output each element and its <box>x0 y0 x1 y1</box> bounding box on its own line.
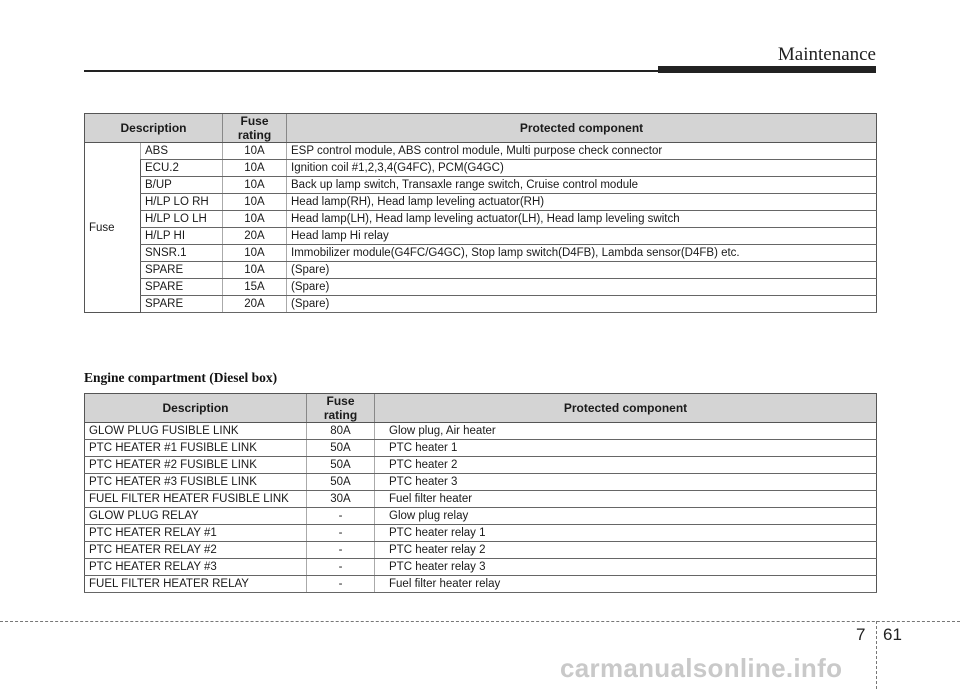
column-header-protected-component: Protected component <box>375 394 877 423</box>
fuse-name: SPARE <box>141 279 223 296</box>
fuse-rating: 30A <box>307 491 375 508</box>
fuse-name: B/UP <box>141 177 223 194</box>
protected-component: Head lamp Hi relay <box>287 228 877 245</box>
fuse-rating: 10A <box>223 160 287 177</box>
fuse-description: FUEL FILTER HEATER FUSIBLE LINK <box>85 491 307 508</box>
protected-component: PTC heater relay 1 <box>375 525 877 542</box>
fuse-description: GLOW PLUG RELAY <box>85 508 307 525</box>
fuse-description: PTC HEATER RELAY #3 <box>85 559 307 576</box>
protected-component: (Spare) <box>287 262 877 279</box>
fuse-rating: 10A <box>223 177 287 194</box>
table-row <box>85 160 877 177</box>
table-row <box>85 491 877 508</box>
table-row <box>85 542 877 559</box>
column-header-fuse-rating: Fuse rating <box>223 114 287 143</box>
fuse-description: PTC HEATER #1 FUSIBLE LINK <box>85 440 307 457</box>
protected-component: Head lamp(LH), Head lamp leveling actuator(LH), Head lamp leveling switch <box>287 211 877 228</box>
fuse-rating: 20A <box>223 296 287 313</box>
fuse-rating: 50A <box>307 440 375 457</box>
fuse-name: SNSR.1 <box>141 245 223 262</box>
fuse-group-label: Fuse <box>85 143 141 313</box>
table-row <box>85 576 877 593</box>
protected-component: Fuel filter heater relay <box>375 576 877 593</box>
column-header-description: Description <box>85 394 307 423</box>
fuse-rating: - <box>307 559 375 576</box>
chapter-number: 7 <box>856 625 866 644</box>
page-number: 61 <box>883 625 902 644</box>
fuse-name: ABS <box>141 143 223 160</box>
table-row <box>85 143 877 160</box>
protected-component: PTC heater relay 3 <box>375 559 877 576</box>
header-rule-accent <box>658 66 876 73</box>
protected-component: ESP control module, ABS control module, Multi purpose check connector <box>287 143 877 160</box>
page-header-title: Maintenance <box>777 44 876 65</box>
protected-component: Back up lamp switch, Transaxle range switch, Cruise control module <box>287 177 877 194</box>
fuse-name: H/LP LO RH <box>141 194 223 211</box>
table-row <box>85 457 877 474</box>
protected-component: PTC heater 2 <box>375 457 877 474</box>
fuse-description: PTC HEATER #2 FUSIBLE LINK <box>85 457 307 474</box>
fuse-table <box>84 113 877 313</box>
table-row <box>85 474 877 491</box>
fuse-table-header-row <box>85 114 877 143</box>
fuse-name: SPARE <box>141 296 223 313</box>
fuse-description: FUEL FILTER HEATER RELAY <box>85 576 307 593</box>
fuse-rating: - <box>307 525 375 542</box>
table-row <box>85 440 877 457</box>
table-row <box>85 177 877 194</box>
table-row <box>85 296 877 313</box>
column-header-protected-component: Protected component <box>287 114 877 143</box>
fuse-rating: 15A <box>223 279 287 296</box>
protected-component: PTC heater relay 2 <box>375 542 877 559</box>
protected-component: Fuel filter heater <box>375 491 877 508</box>
fuse-rating: - <box>307 508 375 525</box>
fuse-name: H/LP LO LH <box>141 211 223 228</box>
protected-component: Ignition coil #1,2,3,4(G4FC), PCM(G4GC) <box>287 160 877 177</box>
protected-component: Head lamp(RH), Head lamp leveling actuator(RH) <box>287 194 877 211</box>
fuse-name: SPARE <box>141 262 223 279</box>
table-row <box>85 262 877 279</box>
footer-dashed-divider <box>876 621 877 689</box>
column-header-description: Description <box>85 114 223 143</box>
fuse-rating: 10A <box>223 262 287 279</box>
fuse-rating: 20A <box>223 228 287 245</box>
fuse-rating: - <box>307 542 375 559</box>
table-row <box>85 508 877 525</box>
diesel-fuse-table <box>84 393 877 593</box>
watermark: carmanualsonline.info <box>560 653 843 683</box>
protected-component: PTC heater 1 <box>375 440 877 457</box>
protected-component: PTC heater 3 <box>375 474 877 491</box>
fuse-description: GLOW PLUG FUSIBLE LINK <box>85 423 307 440</box>
diesel-table-header-row <box>85 394 877 423</box>
header-rule <box>84 70 664 72</box>
protected-component: (Spare) <box>287 279 877 296</box>
table-row <box>85 559 877 576</box>
table-row <box>85 423 877 440</box>
fuse-rating: 10A <box>223 245 287 262</box>
table-row <box>85 194 877 211</box>
fuse-name: H/LP HI <box>141 228 223 245</box>
column-header-fuse-rating: Fuse rating <box>307 394 375 423</box>
footer-dashed-rule <box>0 621 960 622</box>
table-row <box>85 279 877 296</box>
section-title-diesel-box: Engine compartment (Diesel box) <box>84 370 278 385</box>
fuse-description: PTC HEATER RELAY #1 <box>85 525 307 542</box>
fuse-rating: 50A <box>307 474 375 491</box>
fuse-description: PTC HEATER RELAY #2 <box>85 542 307 559</box>
table-row <box>85 245 877 262</box>
protected-component: Immobilizer module(G4FC/G4GC), Stop lamp switch(D4FB), Lambda sensor(D4FB) etc. <box>287 245 877 262</box>
fuse-name: ECU.2 <box>141 160 223 177</box>
protected-component: Glow plug, Air heater <box>375 423 877 440</box>
table-row <box>85 228 877 245</box>
fuse-rating: 50A <box>307 457 375 474</box>
fuse-rating: 10A <box>223 194 287 211</box>
fuse-description: PTC HEATER #3 FUSIBLE LINK <box>85 474 307 491</box>
fuse-rating: - <box>307 576 375 593</box>
fuse-rating: 80A <box>307 423 375 440</box>
protected-component: Glow plug relay <box>375 508 877 525</box>
fuse-rating: 10A <box>223 143 287 160</box>
fuse-rating: 10A <box>223 211 287 228</box>
protected-component: (Spare) <box>287 296 877 313</box>
table-row <box>85 211 877 228</box>
table-row <box>85 525 877 542</box>
